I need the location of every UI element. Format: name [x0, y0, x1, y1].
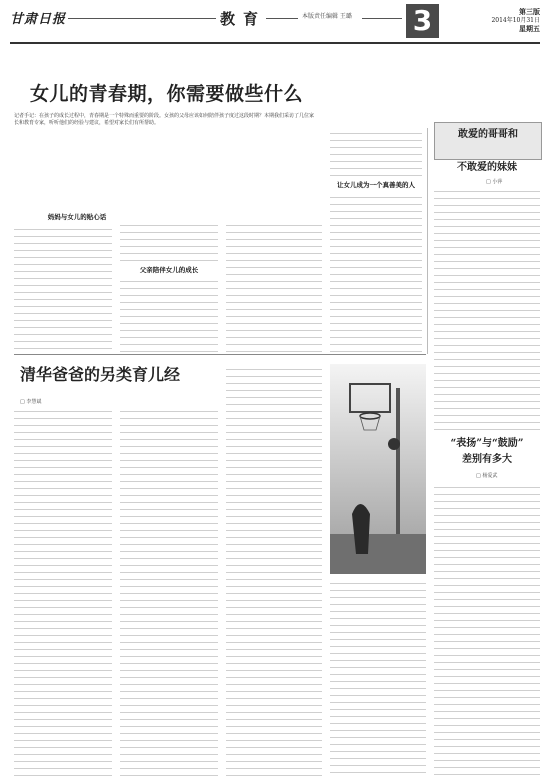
issue-date: 2014年10月31日 [491, 17, 540, 24]
lower-column-4-text [330, 578, 426, 776]
section-title: 教育 [220, 10, 267, 28]
feature-title-line-2: 不敢爱的妹妹 [457, 162, 517, 173]
lead-subhead-3: 让女儿成为一个真善美的人 [337, 181, 415, 189]
date-block [484, 8, 540, 34]
masthead-rule-right [362, 18, 402, 19]
lead-headline: 女儿的青春期，你需要做些什么 [30, 83, 304, 105]
lower-column-1-text [14, 406, 112, 776]
lead-subhead-2: 父亲陪伴女儿的成长 [139, 266, 199, 274]
lead-column-2-text [120, 220, 218, 262]
lead-column-1-text [14, 224, 112, 354]
lower-feature-title: 清华爸爸的另类育儿经 [20, 365, 181, 384]
lead-column-4a-text [330, 128, 422, 178]
masthead-rule-middle [266, 18, 298, 19]
lead-column-4b-text [330, 192, 422, 354]
newspaper-logo: 甘肃日报 [10, 12, 67, 27]
lower-column-3-text [226, 364, 322, 776]
lead-column-3-text [226, 220, 322, 354]
column-divider [427, 128, 428, 354]
basketball-hoop-photo [330, 364, 426, 574]
lower-column-2-text [120, 406, 218, 776]
page-number-box: 3 [406, 4, 439, 38]
feature-title-box [434, 122, 542, 160]
right-lower-title-2: 差别有多大 [462, 454, 512, 465]
feature-byline: □ 小萍 [486, 179, 503, 185]
feature-title-line-1: 敢爱的哥哥和 [458, 129, 518, 140]
right-lower-title-1: “表扬”与“鼓励” [450, 438, 524, 449]
feature-text [434, 186, 540, 430]
lead-column-2b-text [120, 276, 218, 354]
lead-intro: 记者手记：在孩子的成长过程中，青春期是一个特殊而重要的阶段。女孩的父母应该如何陪伴孩子度过这段时期？本期我们采访了几位家长和教育专家，听听他们的经验与建议，希望对家长们有所帮助。 [14, 113, 315, 126]
editor-credit: 本版责任编辑 王璐 [302, 13, 352, 20]
lower-feature-byline: □ 李慧斌 [20, 399, 42, 405]
masthead-bottom-rule [10, 42, 540, 44]
right-lower-text [434, 482, 540, 776]
lead-subhead-1: 妈妈与女儿的贴心话 [47, 213, 107, 221]
issue-weekday: 星期五 [519, 24, 540, 33]
lower-section-rule [14, 354, 426, 355]
right-lower-byline: □ 杨爱武 [476, 473, 498, 479]
edition-label: 第三版 [519, 7, 540, 16]
masthead-rule-left [68, 18, 216, 19]
